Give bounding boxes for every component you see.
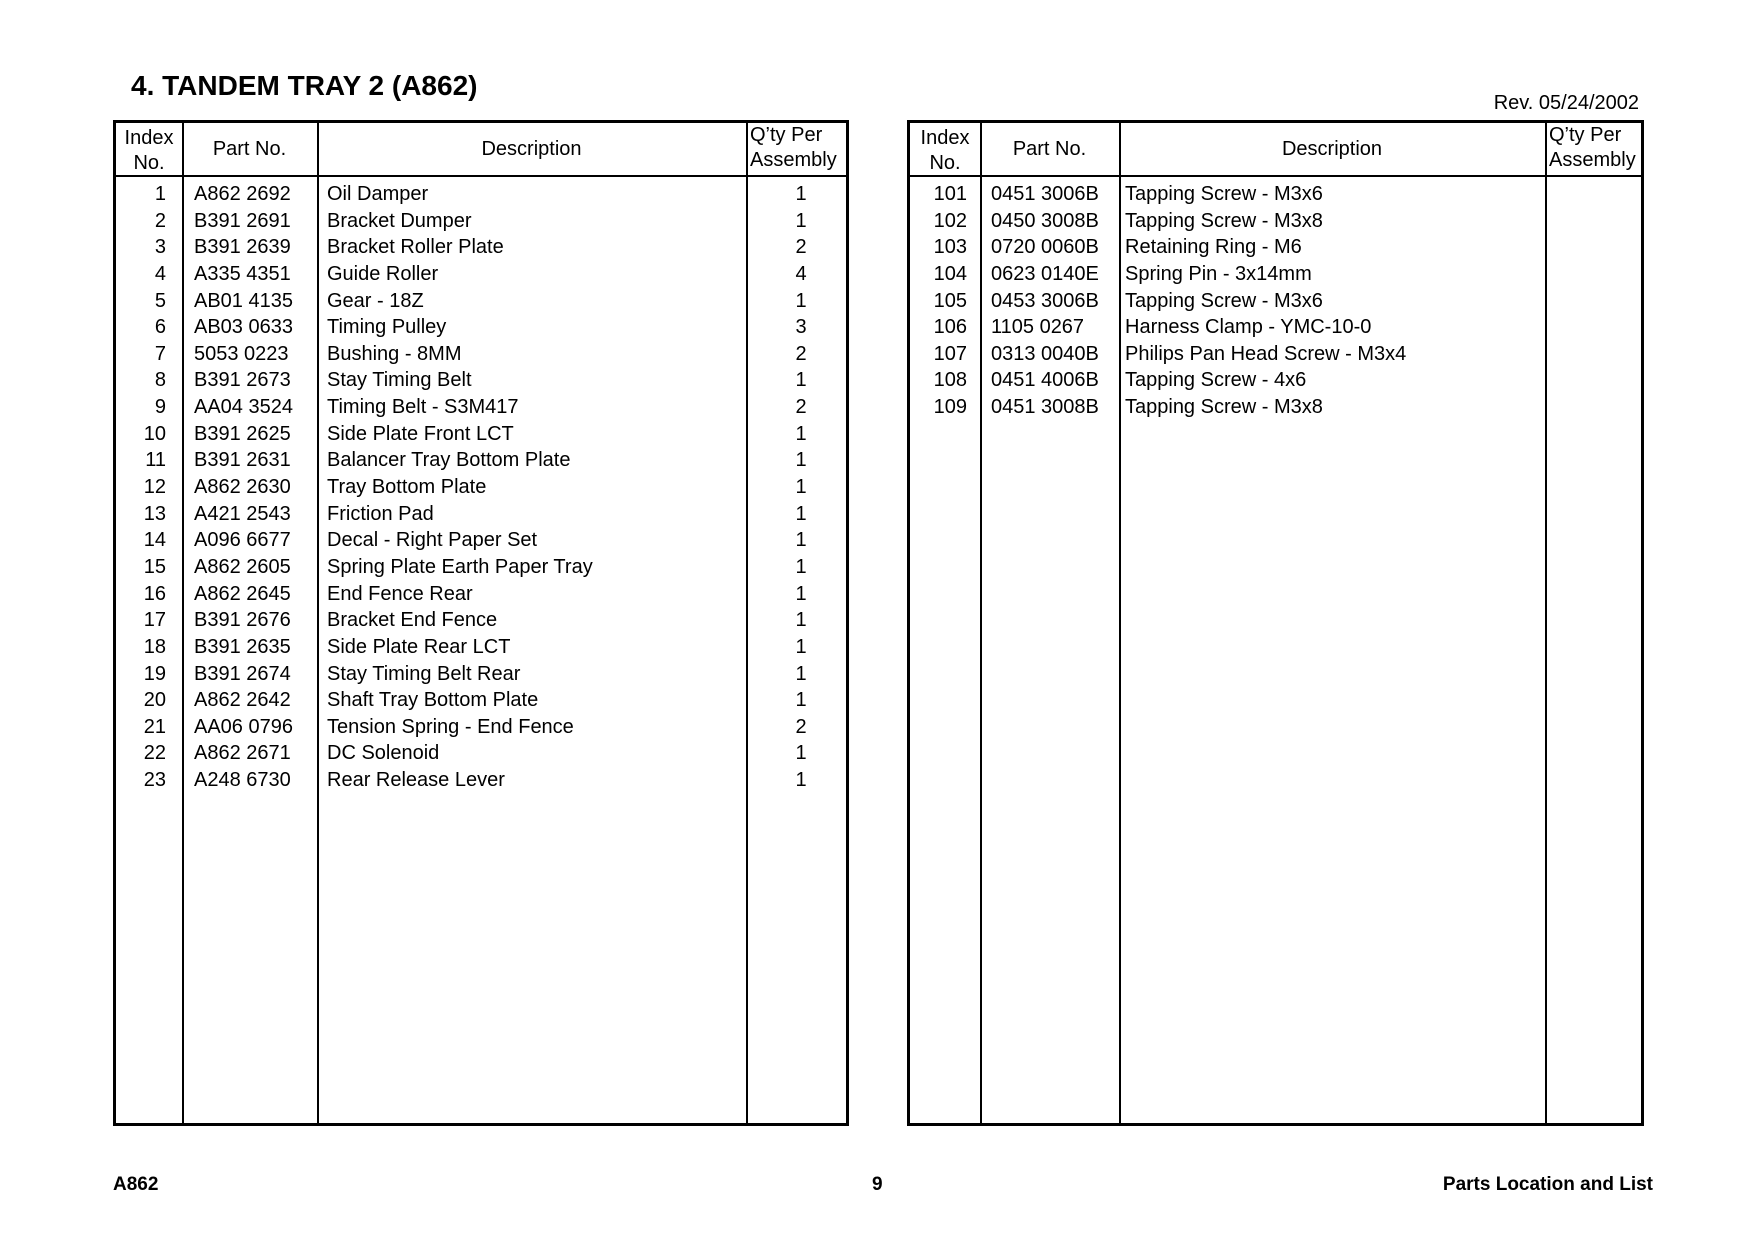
table-row (910, 261, 1641, 288)
table-row (116, 714, 846, 741)
cell-part-no: A248 6730 (194, 769, 291, 792)
cell-part-no: A862 2645 (194, 582, 291, 605)
table-row (116, 501, 846, 528)
cell-index: 19 (143, 662, 166, 685)
cell-part-no: B391 2674 (194, 662, 291, 685)
cell-part-no: A862 2692 (194, 183, 291, 205)
cell-qty: 1 (795, 502, 807, 525)
cell-qty: 1 (795, 289, 807, 312)
header-qty-line1: Q’ty Per (750, 124, 823, 146)
table-row (910, 367, 1641, 394)
cell-index: 102 (933, 209, 967, 232)
cell-index: 23 (143, 769, 166, 792)
cell-index: 10 (143, 422, 166, 445)
cell-qty: 1 (795, 635, 807, 658)
table-row (116, 261, 846, 288)
cell-part-no: 1105 0267 (991, 316, 1085, 339)
header-index-line1: Index (920, 127, 970, 149)
cell-description: Shaft Tray Bottom Plate (327, 689, 539, 712)
table-row (910, 288, 1641, 315)
cell-description: Tapping Screw - M3x6 (1125, 289, 1323, 312)
cell-description: Tapping Screw - M3x8 (1125, 396, 1323, 419)
cell-description: End Fence Rear (327, 582, 473, 605)
table-row (116, 288, 846, 315)
table-row (910, 181, 1641, 208)
table-row (910, 394, 1641, 421)
cell-part-no: B391 2625 (194, 422, 291, 445)
cell-index: 106 (933, 316, 967, 339)
cell-description: Tray Bottom Plate (327, 476, 487, 499)
cell-part-no: B391 2673 (194, 369, 291, 392)
cell-description: Stay Timing Belt Rear (327, 662, 521, 685)
header-qty-line2: Assembly (1549, 149, 1636, 171)
cell-description: Side Plate Front LCT (327, 422, 514, 445)
cell-part-no: B391 2691 (194, 209, 291, 232)
cell-qty: 1 (795, 742, 807, 765)
cell-index: 20 (143, 689, 166, 712)
cell-qty: 1 (795, 555, 807, 578)
cell-part-no: B391 2639 (194, 236, 291, 259)
cell-qty: 1 (795, 476, 807, 499)
cell-part-no: 0450 3008B (991, 209, 1099, 232)
cell-part-no: 0451 4006B (991, 369, 1099, 392)
table-row (116, 234, 846, 261)
cell-part-no: 0623 0140E (991, 262, 1099, 285)
cell-index: 18 (143, 635, 166, 658)
cell-description: Side Plate Rear LCT (327, 635, 511, 658)
cell-index: 16 (143, 582, 166, 605)
cell-part-no: AB01 4135 (194, 289, 293, 312)
cell-index: 11 (145, 449, 166, 472)
cell-part-no: 0720 0060B (991, 236, 1099, 259)
cell-qty: 1 (795, 689, 807, 712)
cell-part-no: 0451 3006B (991, 183, 1099, 205)
cell-description: Bracket Roller Plate (327, 236, 504, 259)
footer-page-number: 9 (872, 1174, 883, 1195)
cell-qty: 1 (795, 529, 807, 552)
table-row (116, 607, 846, 634)
cell-part-no: A862 2630 (194, 476, 291, 499)
cell-description: Spring Pin - 3x14mm (1125, 262, 1312, 285)
cell-index: 17 (143, 609, 166, 632)
table-row (116, 527, 846, 554)
table-row (116, 581, 846, 608)
table-row (116, 367, 846, 394)
cell-qty: 2 (795, 715, 807, 738)
cell-description: Gear - 18Z (327, 289, 424, 312)
cell-description: Bushing - 8MM (327, 342, 462, 365)
cell-qty: 1 (795, 582, 807, 605)
table-row (116, 767, 846, 794)
cell-description: Timing Pulley (327, 316, 447, 339)
table-row (116, 740, 846, 767)
cell-qty: 1 (795, 449, 807, 472)
cell-qty: 3 (795, 316, 807, 339)
header-index-line2: No. (929, 152, 961, 174)
cell-qty: 2 (795, 236, 807, 259)
page-title: 4. TANDEM TRAY 2 (A862) (131, 70, 478, 101)
footer-model: A862 (113, 1174, 159, 1195)
header-divider (910, 175, 1641, 177)
table-row (116, 554, 846, 581)
cell-part-no: A862 2605 (194, 555, 291, 578)
header-index-line1: Index (124, 127, 174, 149)
table-row (116, 687, 846, 714)
footer-section: Parts Location and List (1442, 1174, 1653, 1195)
table-row (116, 634, 846, 661)
cell-description: Philips Pan Head Screw - M3x4 (1125, 342, 1407, 365)
cell-part-no: 0451 3008B (991, 396, 1099, 419)
table-row (910, 208, 1641, 235)
parts-table-left (113, 120, 849, 1126)
cell-index: 12 (143, 476, 166, 499)
cell-index: 8 (154, 369, 166, 392)
cell-part-no: A096 6677 (194, 529, 291, 552)
cell-part-no: B391 2676 (194, 609, 291, 632)
table-body-right (910, 181, 1641, 421)
cell-part-no: 0313 0040B (991, 342, 1099, 365)
header-description: Description (1281, 137, 1383, 160)
cell-index: 107 (933, 342, 967, 365)
table-row (116, 314, 846, 341)
revision-date: Rev. 05/24/2002 (1493, 92, 1639, 114)
cell-index: 3 (154, 236, 166, 259)
table-row (910, 234, 1641, 261)
cell-qty: 1 (795, 769, 807, 792)
cell-index: 105 (933, 289, 967, 312)
table-row (116, 661, 846, 688)
cell-index: 104 (933, 262, 967, 285)
cell-part-no: B391 2631 (194, 449, 291, 472)
cell-description: Tapping Screw - M3x8 (1125, 209, 1323, 232)
cell-index: 1 (154, 183, 166, 205)
header-index-line2: No. (133, 152, 165, 174)
cell-index: 6 (154, 316, 166, 339)
cell-index: 4 (154, 262, 166, 285)
cell-part-no: 0453 3006B (991, 289, 1099, 312)
table-body-left (116, 181, 846, 794)
cell-description: Spring Plate Earth Paper Tray (327, 555, 593, 578)
cell-part-no: A421 2543 (194, 502, 291, 525)
parts-table-right (907, 120, 1644, 1126)
cell-description: DC Solenoid (327, 742, 440, 765)
cell-qty: 1 (795, 183, 807, 205)
header-description: Description (481, 137, 582, 160)
cell-index: 103 (933, 236, 967, 259)
cell-description: Timing Belt - S3M417 (327, 396, 519, 419)
cell-qty: 1 (795, 209, 807, 232)
table-row (116, 421, 846, 448)
cell-index: 5 (154, 289, 166, 312)
header-qty (1545, 123, 1645, 175)
cell-part-no: AA04 3524 (194, 396, 293, 419)
cell-index: 2 (154, 209, 166, 232)
cell-part-no: A862 2671 (194, 742, 291, 765)
table-row (910, 314, 1641, 341)
cell-index: 108 (933, 369, 967, 392)
cell-index: 14 (143, 529, 166, 552)
table-row (116, 181, 846, 208)
cell-description: Retaining Ring - M6 (1125, 236, 1302, 259)
cell-qty: 2 (795, 342, 807, 365)
cell-part-no: A335 4351 (194, 262, 291, 285)
table-row (910, 341, 1641, 368)
table-row (116, 394, 846, 421)
header-index (116, 123, 182, 175)
cell-description: Tension Spring - End Fence (327, 715, 574, 738)
cell-index: 13 (143, 502, 166, 525)
cell-index: 7 (154, 342, 166, 365)
cell-qty: 1 (795, 609, 807, 632)
cell-description: Guide Roller (327, 262, 439, 285)
table-row (116, 474, 846, 501)
cell-description: Oil Damper (327, 183, 429, 205)
cell-index: 109 (933, 396, 967, 419)
cell-index: 15 (143, 555, 166, 578)
header-qty-line1: Q’ty Per (1549, 124, 1622, 146)
header-qty-line2: Assembly (750, 149, 837, 171)
cell-description: Balancer Tray Bottom Plate (327, 449, 571, 472)
cell-part-no: 5053 0223 (194, 342, 289, 365)
cell-description: Bracket End Fence (327, 609, 498, 632)
cell-description: Harness Clamp - YMC-10-0 (1125, 316, 1372, 339)
table-row (116, 208, 846, 235)
cell-qty: 1 (795, 662, 807, 685)
cell-qty: 1 (795, 422, 807, 445)
cell-index: 101 (933, 183, 967, 205)
cell-description: Friction Pad (327, 502, 434, 525)
header-qty (746, 123, 846, 175)
cell-index: 9 (154, 396, 166, 419)
header-part-no: Part No. (212, 137, 287, 160)
cell-index: 22 (143, 742, 166, 765)
cell-description: Bracket Dumper (327, 209, 472, 232)
cell-description: Tapping Screw - 4x6 (1125, 369, 1307, 392)
cell-part-no: AB03 0633 (194, 316, 293, 339)
cell-description: Stay Timing Belt (327, 369, 472, 392)
header-part-no: Part No. (1012, 137, 1087, 160)
cell-qty: 1 (795, 369, 807, 392)
header-divider (116, 175, 846, 177)
cell-description: Decal - Right Paper Set (327, 529, 538, 552)
cell-index: 21 (143, 715, 166, 738)
table-row (116, 447, 846, 474)
cell-qty: 2 (795, 396, 807, 419)
cell-qty: 4 (795, 262, 807, 285)
cell-part-no: B391 2635 (194, 635, 291, 658)
table-row (116, 341, 846, 368)
header-index (910, 123, 980, 175)
cell-part-no: A862 2642 (194, 689, 291, 712)
cell-description: Tapping Screw - M3x6 (1125, 183, 1323, 205)
cell-part-no: AA06 0796 (194, 715, 293, 738)
cell-description: Rear Release Lever (327, 769, 505, 792)
